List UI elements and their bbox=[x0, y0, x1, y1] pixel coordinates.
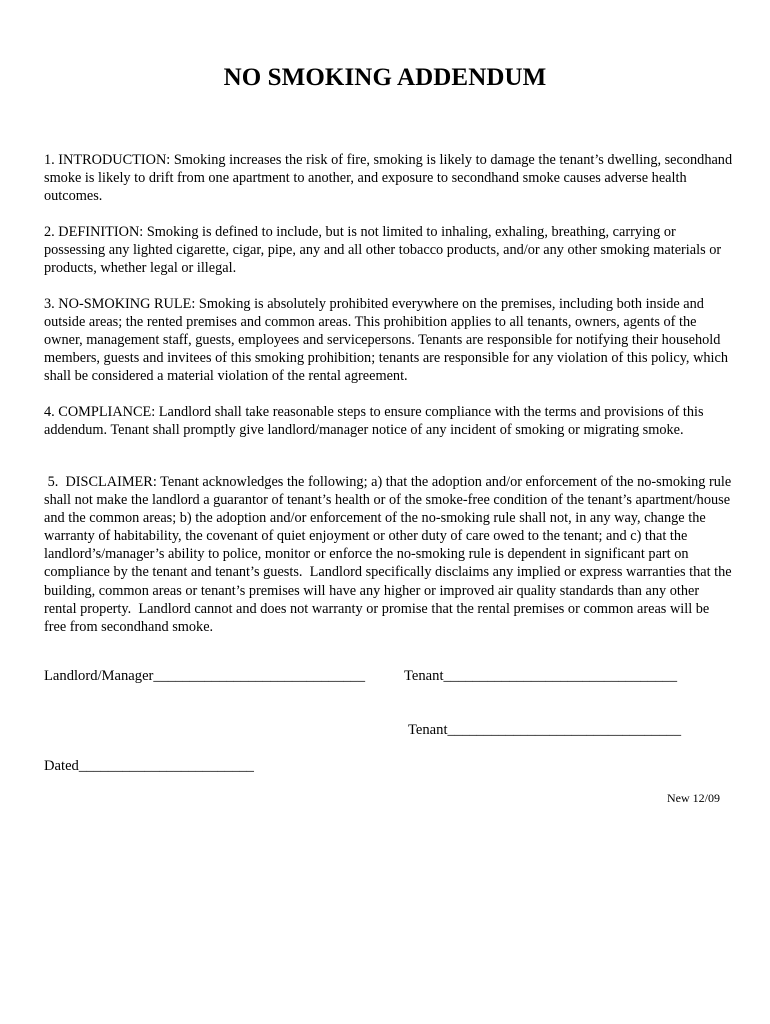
section-compliance: 4. COMPLIANCE: Landlord shall take reasonable steps to ensure compliance with the terms and provisions of this addendum. Tenant shall promptly give landlord/manager notice of any incident of smoking or migrating smoke. bbox=[44, 404, 704, 439]
section-no-smoking-rule: 3. NO-SMOKING RULE: Smoking is absolutely prohibited everywhere on the premises, including both inside and outside areas; the rented premises and common areas. This prohibition applies to all tenants, owners, agents of the owner, management staff, guests, employees and servicepersons. Tenants are responsible for notifying their household members, guests and invitees of this smoking prohibition; tenants are responsible for any violation of this policy, which shall be considered a material violation of the rental agreement. bbox=[44, 296, 729, 385]
document-title: NO SMOKING ADDENDUM bbox=[223, 64, 547, 91]
tenant-signature-line-2[interactable]: Tenant________________________________ bbox=[408, 722, 681, 738]
dated-line[interactable]: Dated________________________ bbox=[44, 758, 254, 774]
section-introduction: 1. INTRODUCTION: Smoking increases the risk of fire, smoking is likely to damage the tenant’s dwelling, secondhand smoke is likely to drift from one apartment to another, and exposure to secondhand smoke causes adverse health outcomes. bbox=[44, 152, 733, 205]
revision-date: New 12/09 bbox=[667, 791, 720, 805]
landlord-signature-line[interactable]: Landlord/Manager_____________________________ bbox=[44, 668, 366, 684]
section-disclaimer: 5. DISCLAIMER: Tenant acknowledges the following; a) that the adoption and/or enforcement of the no-smoking rule shall not make the landlord a guarantor of tenant’s health or of the smoke-free condition of the tenant’s apartment/house and the common areas; b) the adoption and/or enforcement of the no-smoking rule shall not, in any way, change the warranty of habitability, the covenant of quiet enjoyment or other duty of care owed to the tenant; and c) that the landlord’s/manager’s ability to police, monitor or enforce the no-smoking rule is dependent in significant part on compliance by the tenant and tenant’s guests. Landlord specifically disclaims any implied or express warranties that the building, common areas or tenant’s premises will have any higher or improved air quality standards than any other rental property. Landlord cannot and does not warranty or promise that the rental premises or common areas will be free from secondhand smoke. bbox=[44, 474, 736, 635]
section-definition: 2. DEFINITION: Smoking is defined to include, but is not limited to inhaling, exhaling, breathing, carrying or possessing any lighted cigarette, cigar, pipe, any and all other tobacco products, and/or any other smoking materials or products, whether legal or illegal. bbox=[44, 224, 722, 277]
tenant-signature-line-1[interactable]: Tenant________________________________ bbox=[404, 668, 677, 684]
